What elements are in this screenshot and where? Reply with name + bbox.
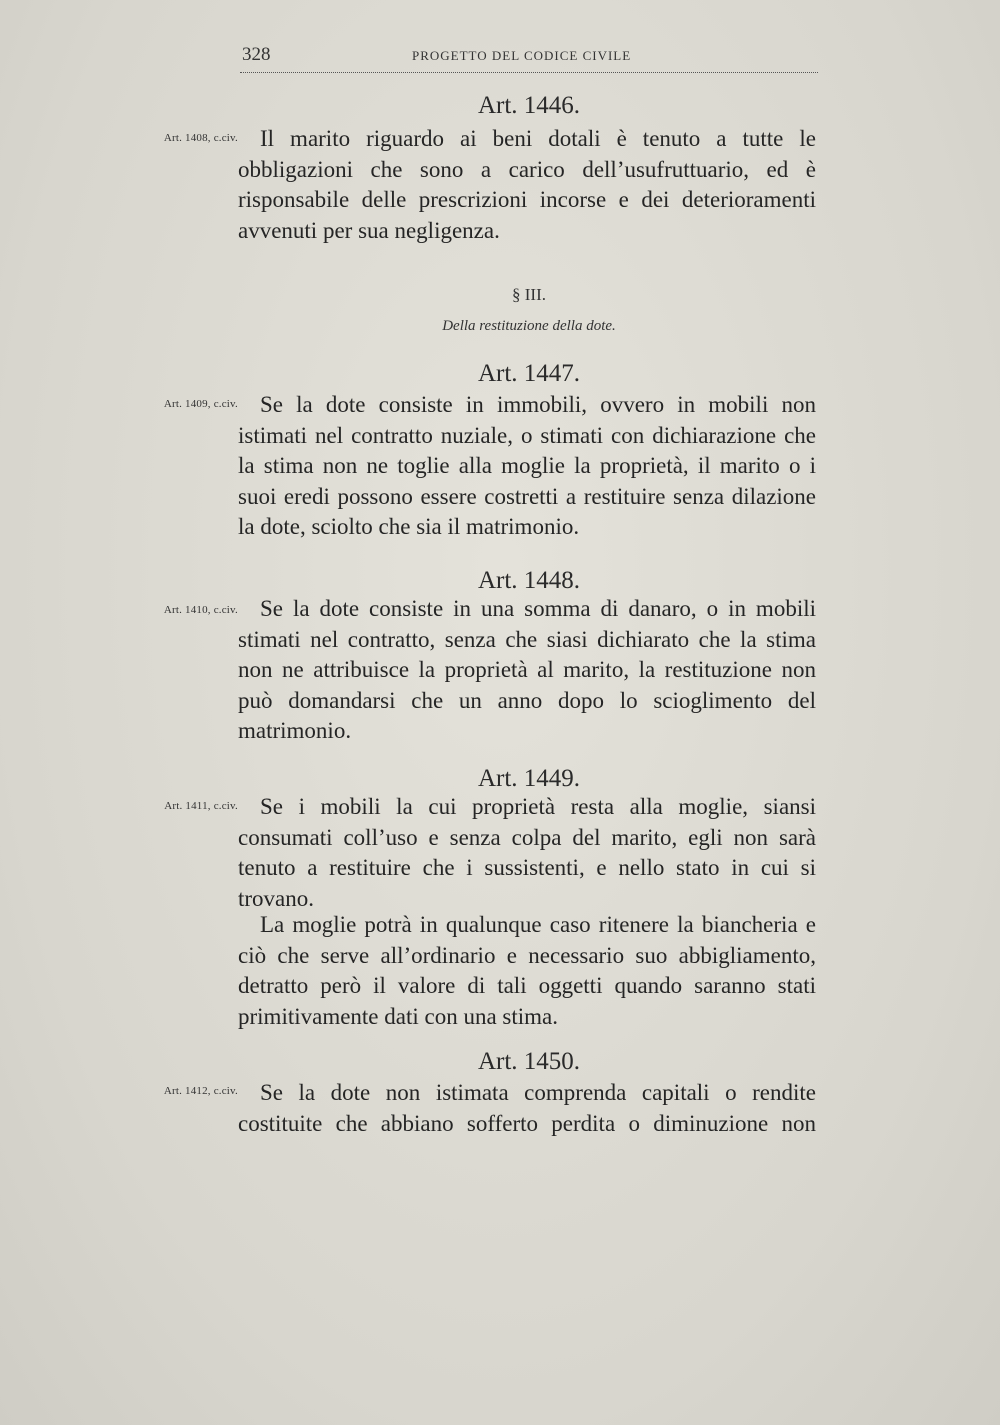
running-header [240, 44, 818, 73]
article-title-1449: Art. 1449. [477, 765, 581, 792]
article-1450-paragraph: Se la dote non istimata comprenda capitali o rendite costituite che abbiano sofferto perdita o diminuzione non [238, 1080, 816, 1136]
article-1447-paragraph: Se la dote consiste in immobili, ovvero in mobili non istimati nel contratto nuziale, o stimati con dichiarazione che la stima non ne toglie alla moglie la proprietà, il marito o i suoi eredi possono essere costretti a restituire senza dilazione la dote, sciolto che sia il matrimonio. [238, 392, 816, 539]
section-mark: § III. [512, 285, 546, 304]
article-1446-paragraph: Il marito riguardo ai beni dotali è tenuto a tutte le obbligazioni che sono a carico dell’usufruttuario, ed è risponsabile delle prescrizioni incorse e dei deterioramenti avvenuti per sua negligenza. [238, 126, 816, 243]
page-number: 328 [242, 44, 271, 65]
article-1448-paragraph: Se la dote consiste in una somma di danaro, o in mobili stimati nel contratto, senza che siasi dichiarato che la stima non ne attribuisce la proprietà al marito, la restituzione non può domandarsi che un anno dopo lo scioglimento del matrimonio. [238, 596, 816, 743]
margin-reference-1449: Art. 1411, c.civ. [164, 800, 238, 812]
margin-reference-1450: Art. 1412, c.civ. [163, 1085, 238, 1097]
section-subtitle: Della restituzione della dote. [442, 318, 616, 334]
margin-reference-1447: Art. 1409, c.civ. [163, 398, 238, 410]
article-title-1447: Art. 1447. [477, 360, 581, 387]
article-title-1448: Art. 1448. [477, 567, 581, 594]
article-title-1450: Art. 1450. [477, 1048, 581, 1075]
running-title: PROGETTO DEL CODICE CIVILE [412, 48, 632, 63]
article-1449-paragraph-2: La moglie potrà in qualunque caso ritenere la biancheria e ciò che serve all’ordinario e necessario suo abbigliamento, detratto però il valore di tali oggetti quando saranno stati primitivamente dati con una stima. [238, 912, 816, 1029]
margin-reference-1448: Art. 1410, c.civ. [163, 604, 238, 616]
article-1449-paragraph-1: Se i mobili la cui proprietà resta alla moglie, siansi consumati coll’uso e senza colpa del marito, egli non sarà tenuto a restituire che i sussistenti, e nello stato in cui si trovano. [238, 794, 816, 911]
article-title-1446: Art. 1446. [477, 92, 581, 119]
margin-reference-1446: Art. 1408, c.civ. [163, 132, 238, 144]
